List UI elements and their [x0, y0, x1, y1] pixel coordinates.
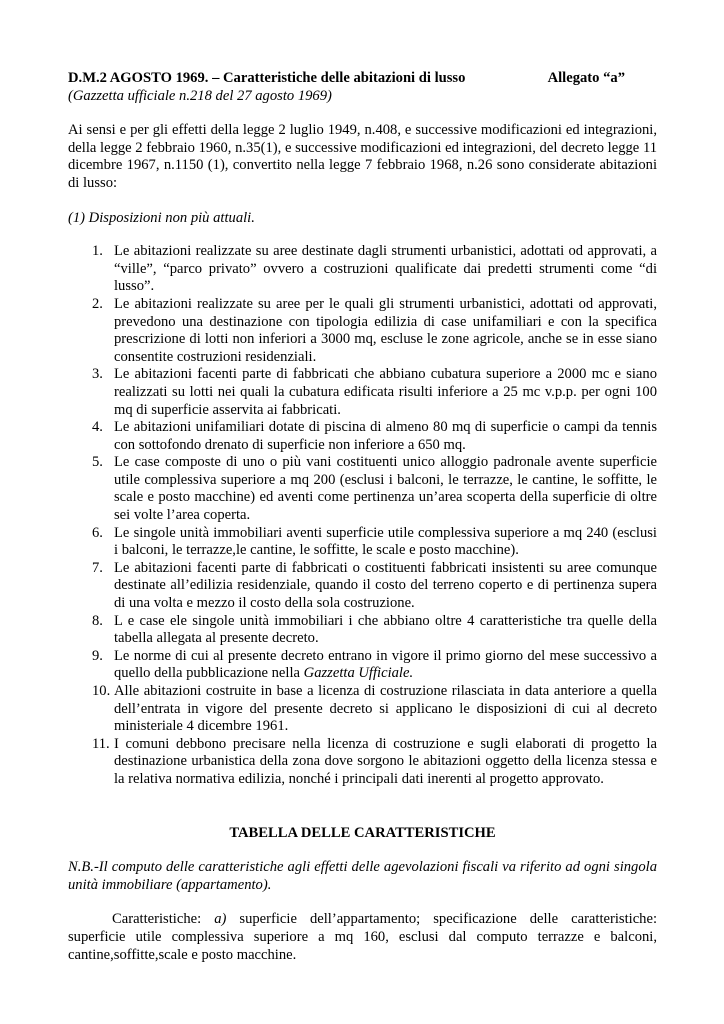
document-header — [68, 70, 657, 88]
list-item-text: Le norme di cui al presente decreto entrano in vigore il primo giorno del mese successivo a quello della pubblicazione nella — [114, 647, 657, 682]
list-item-text: Le abitazioni unifamiliari dotate di piscina di almeno 80 mq di superficie o campi da tennis con sottofondo drenato di superficie non inferiore a 650 mq. — [114, 419, 657, 453]
list-item-number: 10. — [92, 683, 111, 699]
list-item-text-wrap — [114, 525, 657, 560]
list-item — [68, 296, 657, 366]
list-item — [68, 454, 657, 524]
intro-paragraph: Ai sensi e per gli effetti della legge 2 luglio 1949, n.408, e successive modificazioni ed integrazioni, della legge 2 febbraio 1960, n.35(1), e successive modificazioni ed integrazioni, del decreto legge 11 dicembre 1967, n.1150 (1), convertito nella legge 7 febbraio 1968, n.26 sono considerate abitazioni di lusso: — [68, 122, 657, 191]
list-item-text-wrap — [114, 366, 657, 419]
list-item — [68, 243, 657, 296]
list-item-number: 9. — [92, 647, 103, 664]
list-item-text-wrap — [114, 648, 657, 683]
list-item-text: Le case composte di uno o più vani costituenti unico alloggio padronale avente superficie utile complessiva superiore a mq 200 (esclusi i balconi, le terrazze, le cantine, le soffitte, le scale e posto macchine) ed aventi come pertinenza un’area scoperta della superficie di oltre sei volte l’area coperta. — [114, 454, 657, 524]
gazzetta-reference: (Gazzetta ufficiale n.218 del 27 agosto 1969) — [68, 87, 332, 104]
caratteristiche-text: superficie dell’appartamento; specificazione delle caratteristiche: superficie utile complessiva superiore a mq 160, esclusi dal computo terrazze e balconi, cantine,soffitte,scale e posto macchine. — [68, 911, 657, 963]
allegato-label: Allegato “a” — [547, 70, 625, 86]
list-item-text-wrap — [114, 683, 657, 736]
list-item-text: L e case ele singole unità immobiliari i che abbiano oltre 4 caratteristiche tra quelle della tabella allegata al presente decreto. — [114, 612, 657, 647]
list-item-number: 5. — [92, 454, 103, 471]
list-item-number: 3. — [92, 366, 103, 383]
list-item-text-wrap — [114, 736, 657, 789]
list-item-text-wrap — [114, 419, 657, 454]
list-item — [68, 525, 657, 560]
nb-note: N.B.-Il computo delle caratteristiche agli effetti delle agevolazioni fiscali va riferito ad ogni singola unità immobiliare (appartamento). — [68, 859, 657, 893]
list-item-text: I comuni debbono precisare nella licenza di costruzione e sugli elaborati di progetto la destinazione urbanistica della zona dove sorgono le abitazioni oggetto della licenza stessa e la relativa normativa edilizia, nonché i principali dati inerenti al progetto approvato. — [114, 735, 657, 787]
list-item-text: Le abitazioni facenti parte di fabbricati o costituenti fabbricati insistenti su aree comunque destinate all’edilizia residenziale, quando il costo del terreno coperto e di pertinenza supera di una volta e mezzo il costo della sola costruzione. — [114, 559, 657, 612]
list-item — [68, 736, 657, 789]
list-item-text: Alle abitazioni costruite in base a licenza di costruzione rilasciata in data anteriore a quella dell’entrata in vigore del presente decreto si applicano le disposizioni di cui al decreto ministeriale 4 dicembre 1961. — [114, 683, 657, 735]
list-item-text-wrap — [114, 613, 657, 648]
list-item-text-wrap — [114, 296, 657, 366]
list-item — [68, 366, 657, 419]
footnote: (1) Disposizioni non più attuali. — [68, 209, 255, 226]
list-item — [68, 419, 657, 454]
document-page — [68, 70, 657, 964]
list-item-text: Le singole unità immobiliari aventi superficie utile complessiva superiore a mq 240 (esclusi i balconi, le terrazze,le cantine, le soffitte, le scale e posto macchine). — [114, 524, 657, 559]
numbered-list — [68, 243, 657, 788]
list-item-text-wrap — [114, 243, 657, 296]
document-title: D.M.2 AGOSTO 1969. – Caratteristiche delle abitazioni di lusso — [68, 70, 466, 86]
list-item-text-wrap — [114, 454, 657, 524]
list-item — [68, 560, 657, 613]
list-item-number: 7. — [92, 559, 103, 576]
list-item — [68, 613, 657, 648]
list-item-number: 2. — [92, 295, 103, 312]
list-item-text: Le abitazioni realizzate su aree destinate dagli strumenti urbanistici, adottati od approvati, a “ville”, “parco privato” ovvero a costruzioni qualificate dai predetti strumenti come “di lusso”. — [114, 243, 657, 295]
caratteristiche-marker: a) — [214, 911, 227, 928]
list-item — [68, 648, 657, 683]
list-item-text: Le abitazioni realizzate su aree per le quali gli strumenti urbanistici, adottati od approvati, prevedono una destinazione con tipologia edilizia di case unifamiliari e con la specifica prescrizione di lotti non inferiori a 3000 mq, escluse le zone agricole, anche se in esse siano consentite costruzioni residenziali. — [114, 295, 657, 365]
list-item-number: 11. — [92, 735, 110, 752]
list-item-number: 8. — [92, 612, 103, 629]
list-item-text: Le abitazioni facenti parte di fabbricati che abbiano cubatura superiore a 2000 mc e siano realizzati su lotti nei quali la cubatura edificata risulti inferiore a 25 mc v.p.p. per ogni 100 mq di superficie asservita ai fabbricati. — [114, 366, 657, 418]
list-item-text-wrap — [114, 560, 657, 613]
caratteristiche-paragraph — [68, 911, 657, 964]
list-item-number: 1. — [92, 243, 103, 260]
table-title: TABELLA DELLE CARATTERISTICHE — [229, 824, 496, 841]
list-item — [68, 683, 657, 736]
list-item-italic: Gazzetta Ufficiale. — [303, 665, 414, 682]
caratteristiche-lead: Caratteristiche: — [112, 911, 215, 928]
list-item-number: 6. — [92, 524, 103, 541]
list-item-number: 4. — [92, 419, 103, 436]
